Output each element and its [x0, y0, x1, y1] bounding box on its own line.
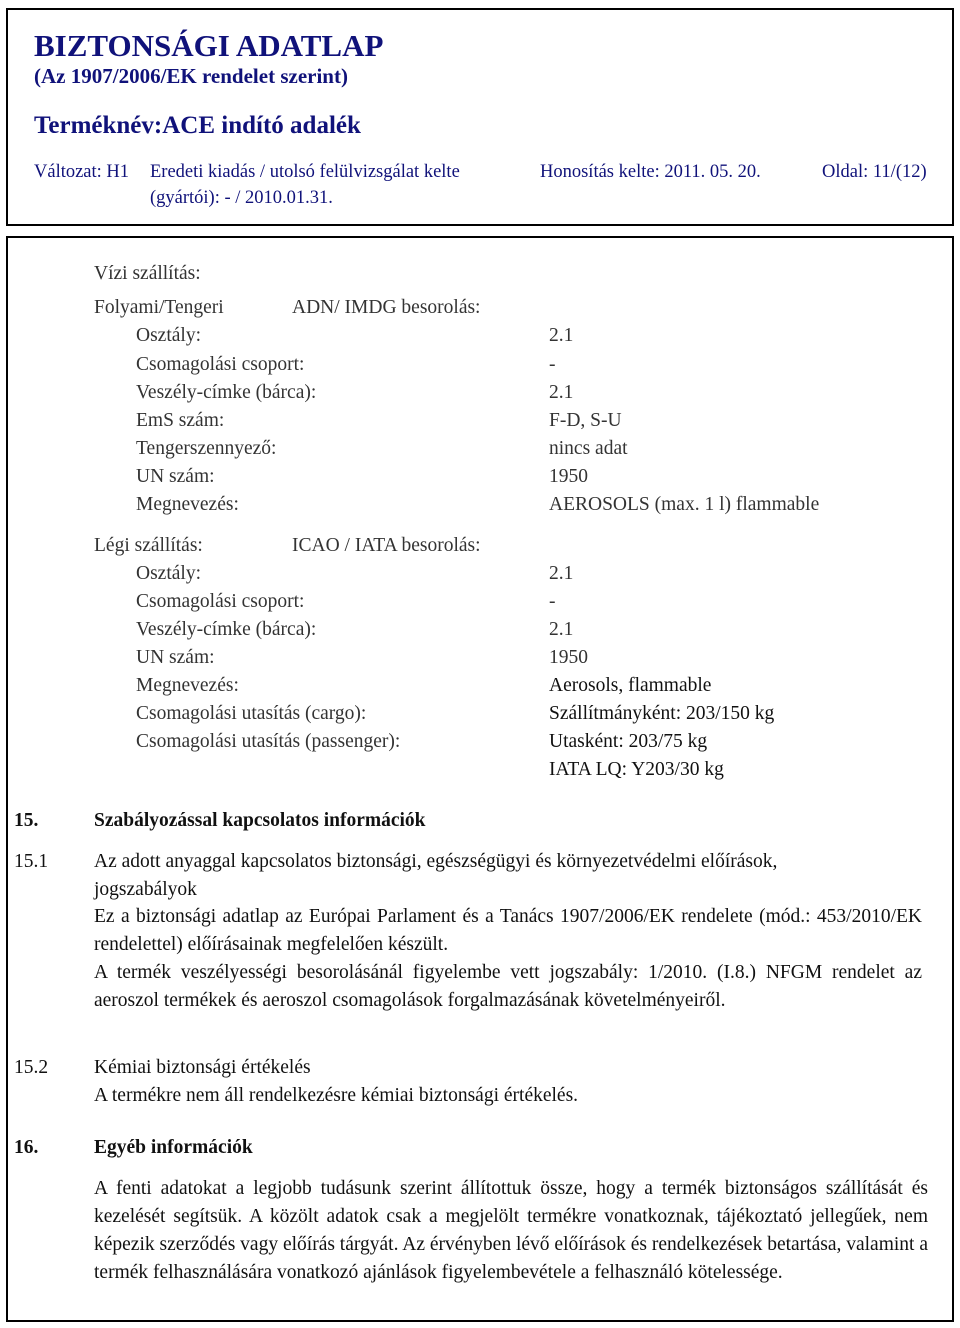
water-hazard-label-value: 2.1	[549, 382, 574, 403]
water-marine-pollutant-label: Tengerszennyező:	[136, 438, 277, 459]
air-packing-group-label: Csomagolási csoport:	[136, 591, 305, 612]
water-packing-group-label: Csomagolási csoport:	[136, 354, 305, 375]
section-16-number: 16.	[14, 1137, 39, 1158]
revision-date-line1: Eredeti kiadás / utolsó felülvizsgálat kelte	[150, 162, 460, 182]
air-class-system: ICAO / IATA besorolás:	[292, 535, 481, 556]
water-class-row-value: 2.1	[549, 325, 574, 346]
water-marine-pollutant-value: nincs adat	[549, 438, 628, 459]
water-un-number-label: UN szám:	[136, 466, 215, 487]
air-hazard-label-value: 2.1	[549, 619, 574, 640]
air-shipping-name-label: Megnevezés:	[136, 675, 239, 696]
air-transport-heading: Légi szállítás:	[94, 535, 203, 556]
section-15-1-title-line2: jogszabályok	[94, 879, 197, 900]
water-shipping-name-label: Megnevezés:	[136, 494, 239, 515]
air-packing-group-value: -	[549, 591, 556, 612]
section-16-title: Egyéb információk	[94, 1137, 253, 1158]
water-class-label: Folyami/Tengeri	[94, 297, 224, 318]
section-15-2-text: A termékre nem áll rendelkezésre kémiai biztonsági értékelés.	[94, 1085, 579, 1106]
section-15-1-number: 15.1	[14, 851, 49, 872]
water-ems-label: EmS szám:	[136, 410, 225, 431]
document-title: BIZTONSÁGI ADATLAP	[34, 28, 384, 63]
air-un-number-label: UN szám:	[136, 647, 215, 668]
water-packing-group-value: -	[549, 354, 556, 375]
section-15-title: Szabályozással kapcsolatos információk	[94, 810, 426, 831]
water-un-number-value: 1950	[549, 466, 588, 487]
product-name: ACE indító adalék	[162, 112, 361, 139]
section-16-text: A fenti adatokat a legjobb tudásunk szerint állítottuk össze, hogy a termék biztonságos szállítását és kezelését segítsük. A közölt adatok csak a megjelölt termékre vonatkoznak, tájékoztató jellegűek, nem képezik szerződés vagy előírás tárgyát. Az érvényben lévő előírások és rendelkezések betartása, valamint a termék felhasználására vonatkozó ajánlások figyelembevétele a felhasználó kötelessége.	[94, 1178, 928, 1283]
section-15-1-paragraph-2: A termék veszélyességi besorolásánál figyelembe vett jogszabály: 1/2010. (I.8.) NFGM rendelet az aeroszol termékek és aeroszol csomagolások forgalmazásának követelményeiről.	[94, 962, 922, 1011]
product-name-line	[34, 112, 361, 140]
air-passenger-instruction-value: Utasként: 203/75 kg	[549, 731, 708, 752]
air-class-row-label: Osztály:	[136, 563, 201, 584]
section-15-1-paragraph-1: Ez a biztonsági adatlap az Európai Parlament és a Tanács 1907/2006/EK rendelete (mód.: 453/2010/EK rendelettel) előírásainak megfelelően készült.	[94, 906, 922, 955]
product-label: Terméknév:	[34, 112, 163, 139]
air-passenger-instruction-label: Csomagolási utasítás (passenger):	[136, 731, 401, 752]
section-15-2-number: 15.2	[14, 1057, 49, 1078]
water-class-row-label: Osztály:	[136, 325, 201, 346]
air-hazard-label-label: Veszély-címke (bárca):	[136, 619, 317, 640]
water-transport-heading: Vízi szállítás:	[94, 263, 201, 284]
section-15-2-title: Kémiai biztonsági értékelés	[94, 1057, 311, 1078]
water-class-system: ADN/ IMDG besorolás:	[292, 297, 481, 318]
air-shipping-name-value: Aerosols, flammable	[549, 675, 712, 696]
air-iata-lq-value: IATA LQ: Y203/30 kg	[549, 759, 724, 780]
revision-date-line2: (gyártói): - / 2010.01.31.	[150, 188, 333, 208]
page-number: Oldal: 11/(12)	[822, 162, 927, 182]
air-cargo-instruction-value: Szállítmányként: 203/150 kg	[549, 703, 775, 724]
water-shipping-name-value: AEROSOLS (max. 1 l) flammable	[549, 494, 820, 515]
section-15-1-title-line1: Az adott anyaggal kapcsolatos biztonsági, egészségügyi és környezetvédelmi előírások,	[94, 851, 778, 872]
water-ems-value: F-D, S-U	[549, 410, 622, 431]
document-subtitle: (Az 1907/2006/EK rendelet szerint)	[34, 64, 348, 88]
air-un-number-value: 1950	[549, 647, 588, 668]
localization-date: Honosítás kelte: 2011. 05. 20.	[540, 162, 761, 182]
section-15-number: 15.	[14, 810, 39, 831]
version: Változat: H1	[34, 162, 130, 182]
water-hazard-label-label: Veszély-címke (bárca):	[136, 382, 317, 403]
air-cargo-instruction-label: Csomagolási utasítás (cargo):	[136, 703, 367, 724]
air-class-row-value: 2.1	[549, 563, 574, 584]
